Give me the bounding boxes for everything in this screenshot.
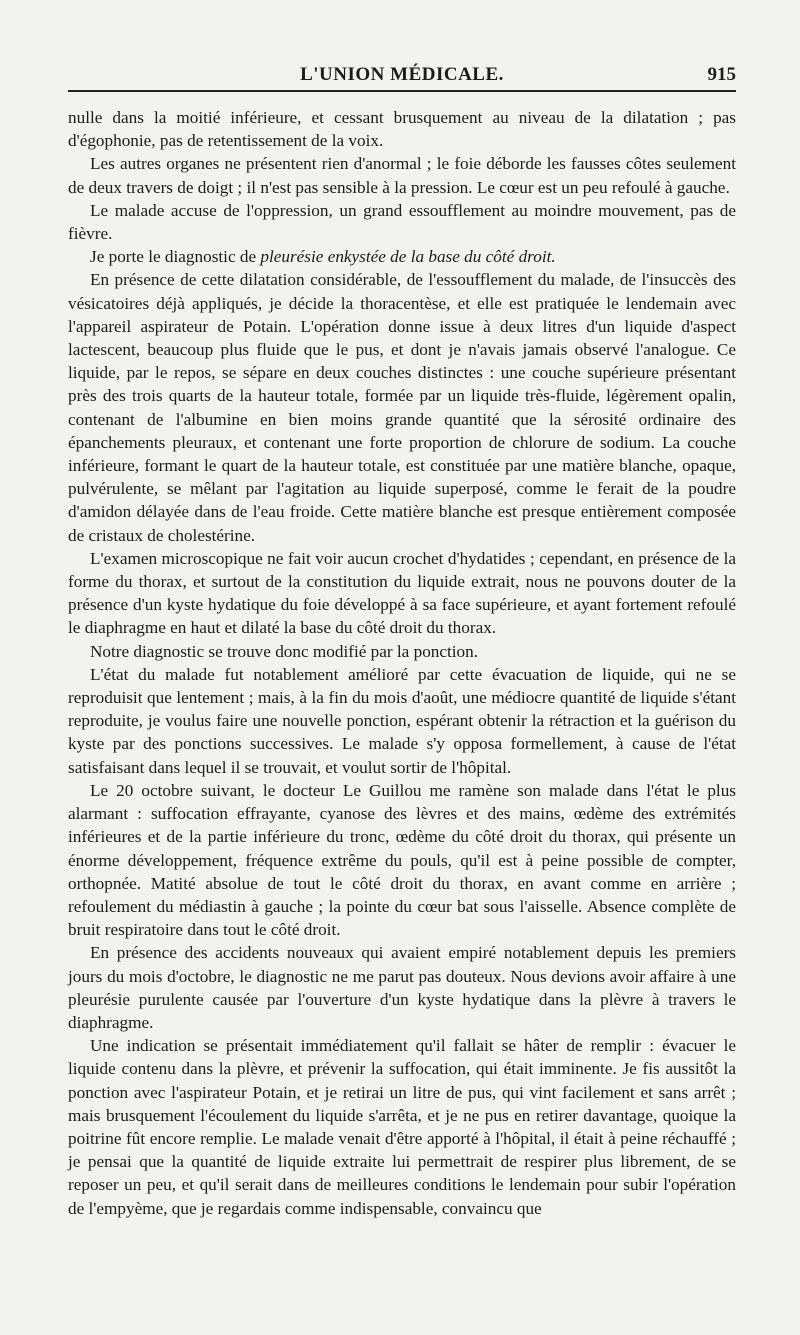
diagnosis-prefix: Je porte le diagnostic de [90, 247, 261, 267]
paragraph-6: L'examen microscopique ne fait voir aucun crochet d'hydatides ; cependant, en présence de la forme du thorax, et surtout de la constitution du liquide extrait, nous ne pouvons douter de la présence d'un kyste hydatique du foie développé à sa face supérieure, et ayant fortement refoulé le diaphragme en haut et dilaté la base du côté droit du thorax. [68, 548, 736, 638]
paragraph-1: nulle dans la moitié inférieure, et cessant brusquement au niveau de la dilatation ; pas d'égophonie, pas de retentissement de la voix. [68, 108, 736, 151]
journal-title: L'UNION MÉDICALE. [300, 64, 504, 85]
paragraph-11: Une indication se présentait immédiatement qu'il fallait se hâter de remplir : évacuer le liquide contenu dans la plèvre, et prévenir la suffocation, qui était imminente. Je fis aussitôt la ponction avec l'aspirateur Potain, et je retirai un litre de pus, qui vint facilement et sans arrêt ; mais brusquement l'écoulement du liquide s'arrêta, et je ne pus en retirer davantage, quoique la poitrine fût encore remplie. Le malade venait d'être apporté à l'hôpital, il était à peine réchauffé ; je pensai que la quantité de liquide extraite lui permettrait de respirer plus librement, de se reposer un peu, et qu'il serait dans de meilleures conditions le lendemain pour subir l'opération de l'empyème, que je regardais comme indispensable, convaincu que [68, 1036, 736, 1218]
page-number: 915 [707, 64, 736, 85]
diagnosis-italic: pleurésie enkystée de la base du côté droit. [260, 247, 556, 267]
paragraph-2: Les autres organes ne présentent rien d'anormal ; le foie déborde les fausses côtes seulement de deux travers de doigt ; il n'est pas sensible à la pression. Le cœur est un peu refoulé à gauche. [68, 154, 736, 197]
paragraph-7: Notre diagnostic se trouve donc modifié par la ponction. [90, 641, 479, 661]
paragraph-5: En présence de cette dilatation considérable, de l'essoufflement du malade, de l'insuccès des vésicatoires déjà appliqués, je décide la thoracentèse, et elle est pratiquée le lendemain avec l'appareil aspirateur de Potain. L'opération donne issue à deux litres d'un liquide d'aspect lactescent, beaucoup plus fluide que le pus, et dont je n'avais jamais observé l'analogue. Ce liquide, par le repos, se sépare en deux couches distinctes : une couche supérieure présentant près des trois quarts de la hauteur totale, formée par un liquide très-fluide, légèrement opalin, contenant de l'albumine en bien moins grande quantité que la sérosité ordinaire des épanchements pleuraux, et contenant une forte proportion de chlorure de sodium. La couche inférieure, formant le quart de la hauteur totale, est constituée par une matière blanche, opaque, pulvérulente, se mêlant par l'agitation au liquide superposé, comme le ferait de la poudre d'amidon délayée dans de l'eau froide. Cette matière blanche est presque entièrement composée de cristaux de cholestérine. [68, 270, 736, 545]
paragraph-9: Le 20 octobre suivant, le docteur Le Guillou me ramène son malade dans l'état le plus alarmant : suffocation effrayante, cyanose des lèvres et des mains, œdème des extrémités inférieures et de la partie inférieure du tronc, œdème du côté droit du thorax, qui présente un énorme développement, fréquence extrême du pouls, qu'il est à peine possible de compter, orthopnée. Matité absolue de tout le côté droit du thorax, en avant comme en arrière ; refoulement du médiastin à gauche ; la pointe du cœur bat sous l'aisselle. Absence complète de bruit respiratoire dans tout le côté droit. [68, 780, 736, 940]
paragraph-diagnosis [68, 245, 736, 268]
paragraph-3: Le malade accuse de l'oppression, un grand essoufflement au moindre mouvement, pas de fièvre. [68, 200, 736, 244]
article-body [68, 106, 736, 1220]
paragraph-8: L'état du malade fut notablement amélioré par cette évacuation de liquide, qui ne se reproduisit que lentement ; mais, à la fin du mois d'août, une médiocre quantité de liquide s'étant reproduite, je voulus faire une nouvelle ponction, espérant obtenir la rétraction et la guérison du kyste par des ponctions successives. Le malade s'y opposa formellement, à cause de l'état satisfaisant dans lequel il se trouvait, et voulut sortir de l'hôpital. [68, 664, 736, 777]
paragraph-10: En présence des accidents nouveaux qui avaient empiré notablement depuis les premiers jours du mois d'octobre, le diagnostic ne me parut pas douteux. Nous devions avoir affaire à une pleurésie purulente causée par l'ouverture d'un kyste hydatique dans la plèvre à travers le diaphragme. [68, 943, 736, 1032]
running-header [68, 60, 736, 92]
